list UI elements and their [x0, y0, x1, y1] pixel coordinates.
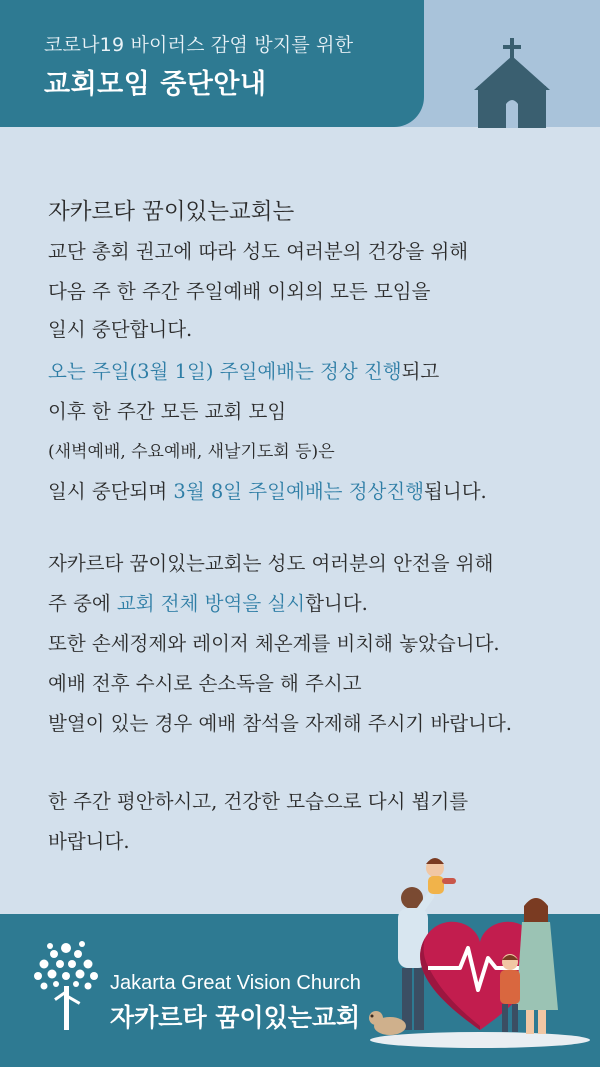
- highlight-text: 오는 주일(3월 1일) 주일예배는 정상 진행: [48, 360, 402, 383]
- header-subtitle: 코로나19 바이러스 감염 방지를 위한: [44, 34, 354, 56]
- highlight-text: 3월 8일 주일예배는 정상진행: [173, 480, 425, 503]
- body-line: [48, 476, 487, 504]
- body-text: 합니다.: [305, 592, 368, 615]
- header-title: 교회모임 중단안내: [44, 69, 267, 100]
- body-line: 다음 주 한 주간 주일예배 이외의 모든 모임을: [48, 280, 431, 303]
- body-line: [48, 588, 368, 616]
- body-text: 되고: [401, 360, 440, 383]
- body-line: 바랍니다.: [48, 830, 130, 853]
- body-line: 한 주간 평안하시고, 건강한 모습으로 다시 뵙기를: [48, 790, 469, 813]
- church-name-heading: 자카르타 꿈이있는교회는: [48, 199, 295, 225]
- tree-logo-icon: [30, 938, 102, 1030]
- body-text: 일시 중단되며: [48, 480, 174, 503]
- body-line: (새벽예배, 수요예배, 새날기도회 등)은: [48, 442, 335, 462]
- family-heart-illustration: [350, 850, 600, 1050]
- body-line: 또한 손세정제와 레이저 체온계를 비치해 놓았습니다.: [48, 632, 500, 655]
- body-text: 주 중에: [48, 592, 117, 615]
- highlight-text: 교회 전체 방역을 실시: [116, 592, 306, 615]
- body-line: 자카르타 꿈이있는교회는 성도 여러분의 안전을 위해: [48, 552, 494, 575]
- header-title-panel: [0, 0, 424, 127]
- body-line: [48, 356, 439, 384]
- body-text: 됩니다.: [424, 480, 487, 503]
- body-line: 발열이 있는 경우 예배 참석을 자제해 주시기 바랍니다.: [48, 712, 513, 735]
- body-line: 일시 중단합니다.: [48, 318, 193, 341]
- body-line: 이후 한 주간 모든 교회 모임: [48, 400, 287, 423]
- body-line: 교단 총회 권고에 따라 성도 여러분의 건강을 위해: [48, 240, 469, 263]
- footer-korean-name: 자카르타 꿈이있는교회: [110, 1003, 361, 1032]
- church-icon: [468, 36, 558, 128]
- body-line: 예배 전후 수시로 손소독을 해 주시고: [48, 672, 362, 695]
- footer-english-name: Jakarta Great Vision Church: [110, 972, 361, 994]
